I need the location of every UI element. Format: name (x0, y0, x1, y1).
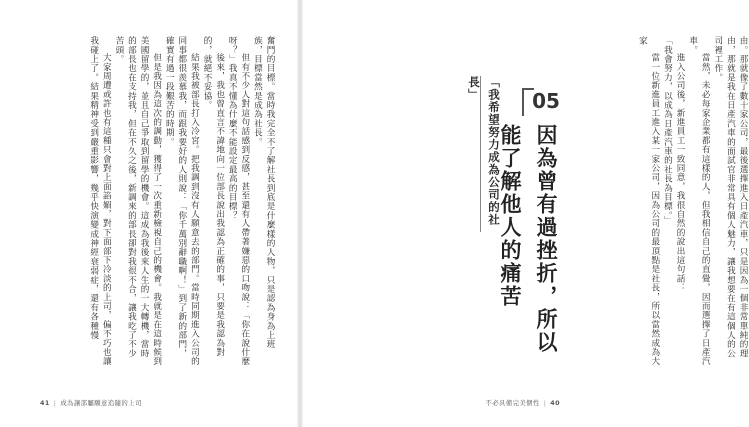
left-page (0, 0, 300, 427)
chapter-callout: 「我希望努力成為公司的社長」 (467, 76, 501, 226)
chapter-number (526, 86, 566, 116)
paragraph: 進入公司後，新進員工一致同意，我很自然的說出這句話： (675, 53, 686, 293)
chapter-title: 因為曾有過挫折，所以能了解他人的痛苦 (498, 124, 558, 354)
paragraph: 但是我因為這次的調動，獲得了一次重新檢視自己的機會。我就是在這時候到美國留學的，並且自己爭取到留學的機會。這成為我後來人生的一大轉機，當時的部長也在支持我，但在不久之後，新調來的部長卻對我很不合，讓我吃了不少苦頭。 (113, 36, 162, 366)
left-body-text (40, 36, 276, 366)
page-number: 41 (40, 399, 50, 407)
paragraph: 當一位新進員工進入某一家公司，因為公司的最頂點是社長，所以當然成為大家 (637, 36, 660, 366)
page-number: 40 (550, 399, 560, 407)
footer-separator: | (543, 399, 547, 407)
chapter-number-text: 05 (532, 89, 560, 113)
footer-separator: | (53, 399, 57, 407)
chapter-number-bracket (522, 88, 534, 116)
paragraph: 結果我被部長打入冷宮。把我調到沒有人願意去的部門。當時同期進入公司的同事都很羨慕我，而跟我要好的人則說：「你千萬別辭職啊！」到了新的部門，確實有過一段艱苦的時期。 (164, 36, 200, 366)
paragraph: 但有不少人對這句話感到反感，甚至還有人帶著嫌惡的口吻說：「你在說什麼呀？」我真不懂為什麼不能設定最高的目標？ (227, 36, 250, 366)
left-footer (40, 398, 142, 407)
right-footer (485, 398, 560, 407)
paragraph: 「我會努力，以成為日產汽車的社長為目標。」 (662, 36, 673, 225)
paragraph: 奮鬥的目標。當時我完全不了解社長到底是什麼樣的人物，只是認為身為上班族，目標當然是成為社長。 (252, 36, 275, 349)
right-body-text (626, 36, 749, 366)
running-title: 成為讓部屬願意追隨的上司 (60, 399, 142, 407)
paragraph: 大家周遭或許也有這種只會對上面諂媚，對下面部下冷淡的上司，偏不巧也讓我碰上了。結果精神受到嚴重影響，幾乎快演變成神經衰弱症，還有各種慢 (88, 36, 112, 366)
paragraph: 後來，我也曾直言不諱地向一位部長說出我認為正確的事，只要是我認為對的，就絕不妥協。 (202, 36, 225, 357)
paragraph: 由。那就像了數十家公司，最後選擇進入日產汽車，只是因為一個非常單純的理由，那就是我在日產汽車的面試官非常具有個人魅力，讓我想要在有這個人的公司裡工作。 (712, 36, 748, 358)
running-title: 不必具備完美個性 (485, 399, 540, 407)
paragraph: 當然，未必每家企業都有這樣的人，但我相信自己的直覺，因而選擇了日產汽車。 (687, 36, 711, 366)
